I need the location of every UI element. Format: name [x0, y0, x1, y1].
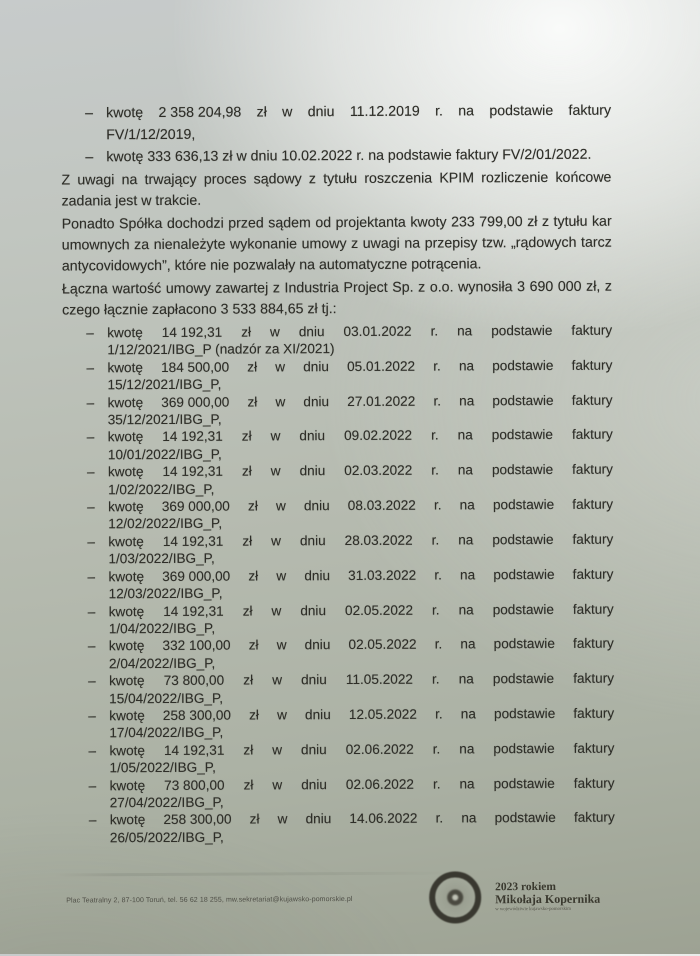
word-na: na	[457, 462, 473, 478]
payment-amount: 73 800,00	[163, 672, 225, 689]
word-r: r.	[430, 323, 439, 339]
word-faktury: faktury	[573, 809, 615, 826]
word-podstawie: podstawie	[492, 601, 554, 617]
invoice-number: 1/02/2022/IBG_P,	[108, 481, 215, 497]
word-faktury: faktury	[572, 461, 613, 478]
word-w: w	[282, 104, 293, 121]
payment-line	[106, 100, 611, 125]
word-faktury: faktury	[572, 635, 614, 652]
invoice-number: 17/04/2022/IBG_P,	[109, 725, 224, 741]
logo-year: 2023 rokiem	[495, 880, 556, 894]
logo-core-icon	[447, 889, 463, 905]
word-na: na	[459, 775, 475, 791]
word-zl: zł	[242, 603, 253, 619]
word-kwote: kwotę	[109, 708, 145, 724]
bullet-dash: –	[87, 499, 95, 515]
payment-amount: 2 358 204,98	[158, 104, 242, 121]
payment-line	[108, 426, 613, 446]
word-zl: zł	[247, 394, 258, 410]
payment-entry	[63, 426, 613, 464]
payment-line	[108, 496, 613, 516]
word-zl: zł	[241, 428, 252, 445]
payment-entry	[62, 356, 612, 394]
word-w: w	[272, 672, 283, 688]
payment-entry	[65, 809, 615, 847]
word-r: r.	[435, 103, 443, 120]
word-zl: zł	[243, 742, 254, 758]
word-kwote: kwotę	[106, 105, 144, 122]
paragraph-court-case: Z uwagi na trwający proces sądowy z tytułu roszczenia KPIM rozliczenie końcowe zadania jest w trakcie.	[61, 169, 612, 210]
word-na: na	[457, 323, 473, 339]
word-faktury: faktury	[572, 496, 614, 512]
word-kwote: kwotę	[107, 359, 143, 376]
bullet-dash: –	[85, 149, 94, 166]
payment-line	[107, 322, 612, 342]
word-na: na	[459, 567, 476, 583]
payment-date: 11.05.2022	[345, 671, 413, 688]
word-kwote: kwotę	[107, 325, 143, 341]
word-podstawie: podstawie	[493, 705, 556, 722]
payment-amount: 14 192,31	[163, 742, 225, 758]
word-zl: zł	[241, 324, 252, 340]
word-podstawie: podstawie	[492, 671, 555, 687]
word-r: r.	[433, 393, 442, 409]
word-r: r.	[433, 358, 441, 374]
word-kwote: kwotę	[108, 638, 145, 654]
payment-date: 12.05.2022	[348, 706, 417, 722]
word-r: r.	[432, 741, 441, 757]
word-kwote: kwotę	[107, 394, 144, 410]
word-faktury: faktury	[573, 705, 615, 721]
copernicus-year-logo	[429, 871, 600, 924]
word-faktury: faktury	[571, 427, 613, 443]
payment-line	[109, 705, 614, 725]
payment-line	[108, 461, 613, 481]
word-r: r.	[434, 636, 443, 652]
payment-amount: 258 300,00	[163, 812, 232, 828]
word-zl: zł	[247, 359, 258, 375]
word-zl: zł	[248, 568, 259, 584]
word-r: r.	[431, 532, 440, 548]
word-w: w	[269, 324, 280, 340]
word-r: r.	[433, 497, 442, 513]
word-dniu: dniu	[303, 393, 330, 409]
payment-line	[108, 391, 613, 411]
payment-date: 31.03.2022	[348, 567, 417, 583]
word-podstawie: podstawie	[489, 102, 554, 120]
payment-line	[108, 565, 613, 585]
payment-entry	[64, 600, 614, 638]
payment-line	[109, 635, 614, 655]
logo-subtitle: w województwie kujawsko-pomorskim	[495, 906, 571, 913]
word-r: r.	[431, 427, 439, 444]
word-dniu: dniu	[307, 104, 335, 121]
bullet-dash: –	[86, 360, 95, 376]
payment-entry	[64, 739, 614, 777]
bullet-dash: –	[86, 394, 95, 411]
bullet-dash: –	[87, 569, 96, 585]
payment-entry	[63, 461, 613, 499]
word-podstawie: podstawie	[492, 531, 554, 548]
word-podstawie: podstawie	[492, 392, 554, 408]
word-na: na	[460, 706, 476, 722]
payment-line	[109, 739, 614, 759]
payment-line	[109, 600, 614, 620]
word-r: r.	[434, 567, 442, 583]
bullet-dash: –	[88, 673, 96, 689]
word-w: w	[275, 498, 286, 514]
word-kwote: kwotę	[109, 812, 146, 828]
word-podstawie: podstawie	[493, 566, 555, 582]
word-podstawie: podstawie	[494, 810, 556, 826]
payment-entry	[63, 391, 613, 429]
payment-entry	[63, 530, 613, 568]
word-faktury: faktury	[572, 531, 614, 547]
word-zl: zł	[256, 104, 267, 121]
word-faktury: faktury	[571, 357, 613, 373]
word-podstawie: podstawie	[491, 322, 553, 339]
invoice-item	[61, 144, 611, 169]
invoice-number: 35/12/2021/IBG_P,	[107, 411, 222, 428]
word-kwote: kwotę	[107, 429, 144, 445]
word-zl: zł	[243, 777, 254, 793]
invoice-number: 26/05/2022/IBG_P,	[109, 829, 224, 846]
word-w: w	[277, 811, 288, 827]
payment-date: 14.06.2022	[349, 811, 418, 827]
word-podstawie: podstawie	[491, 427, 554, 443]
word-kwote: kwotę	[109, 742, 145, 759]
word-zl: zł	[249, 707, 259, 723]
payment-amount: 73 800,00	[164, 777, 225, 793]
word-na: na	[457, 427, 473, 443]
payment-date: 02.05.2022	[344, 602, 414, 618]
bullet-dash: –	[88, 812, 97, 828]
word-podstawie: podstawie	[491, 462, 554, 478]
word-r: r.	[431, 462, 439, 478]
payment-entry	[64, 670, 614, 708]
word-dniu: dniu	[300, 602, 327, 618]
payment-entry	[64, 635, 614, 673]
invoice-number: 15/04/2022/IBG_P,	[109, 690, 224, 706]
payment-list	[62, 322, 615, 847]
payment-line: kwotę 333 636,13 zł w dniu 10.02.2022 r. na podstawie faktury FV/2/01/2022.	[106, 146, 592, 166]
word-dniu: dniu	[299, 463, 326, 479]
word-dniu: dniu	[303, 498, 330, 514]
payment-amount: 369 000,00	[162, 568, 231, 584]
word-dniu: dniu	[299, 533, 326, 549]
word-faktury: faktury	[572, 566, 614, 582]
word-faktury: faktury	[568, 102, 612, 119]
logo-name: Mikołaja Kopernika	[495, 891, 601, 907]
word-w: w	[271, 602, 282, 618]
word-w: w	[277, 707, 287, 723]
word-zl: zł	[247, 498, 258, 514]
invoice-number: 2/04/2022/IBG_P,	[108, 655, 216, 671]
word-faktury: faktury	[571, 322, 613, 338]
bullet-dash: –	[86, 464, 95, 480]
word-w: w	[272, 742, 283, 758]
logo-emblem-icon	[429, 871, 481, 923]
bullet-dash: –	[88, 743, 97, 759]
payment-amount: 258 300,00	[162, 707, 231, 723]
payment-amount: 14 192,31	[162, 533, 224, 549]
word-podstawie: podstawie	[492, 496, 555, 513]
payment-date: 02.05.2022	[348, 636, 417, 653]
word-dniu: dniu	[299, 428, 326, 444]
word-podstawie: podstawie	[493, 740, 555, 757]
payment-date: 09.02.2022	[344, 428, 413, 444]
bullet-dash: –	[86, 325, 94, 341]
invoice-number: FV/1/12/2019,	[106, 126, 196, 144]
word-r: r.	[435, 810, 444, 826]
word-dniu: dniu	[304, 567, 331, 583]
word-podstawie: podstawie	[493, 636, 555, 652]
payment-entry	[62, 322, 612, 360]
word-zl: zł	[249, 811, 260, 827]
word-dniu: dniu	[298, 324, 325, 340]
word-zl: zł	[243, 672, 254, 688]
word-kwote: kwotę	[108, 603, 145, 619]
invoice-item	[61, 100, 611, 147]
word-zl: zł	[241, 463, 252, 479]
word-na: na	[458, 601, 474, 617]
invoice-number: 1/04/2022/IBG_P,	[108, 620, 216, 637]
payment-line	[109, 670, 614, 690]
word-faktury: faktury	[573, 775, 615, 791]
payment-amount: 369 000,00	[161, 498, 230, 515]
word-w: w	[275, 359, 286, 375]
word-faktury: faktury	[573, 740, 615, 756]
invoice-number: 1/03/2022/IBG_P,	[108, 550, 215, 567]
word-w: w	[272, 776, 283, 792]
invoice-number: 10/01/2022/IBG_P,	[107, 446, 222, 463]
word-na: na	[458, 532, 474, 548]
word-na: na	[458, 671, 474, 687]
word-podstawie: podstawie	[493, 775, 555, 791]
payment-entry	[64, 705, 614, 743]
paragraph-penalty-claim: Ponadto Spółka dochodzi przed sądem od projektanta kwoty 233 799,00 zł z tytułu kar umownych za nienależyte wykonanie umowy z uwagi na przepisy tzw. „rądowych tarcz antycovidowych”, które nie pozwalały na automatyczne potrącenia.	[61, 213, 612, 275]
word-faktury: faktury	[573, 670, 615, 686]
word-r: r.	[435, 706, 443, 722]
invoice-number: 1/05/2022/IBG_P,	[109, 759, 216, 776]
word-zl: zł	[248, 637, 259, 653]
payment-date: 08.03.2022	[347, 497, 416, 514]
invoice-list-top	[61, 100, 611, 169]
payment-date: 02.03.2022	[344, 462, 413, 479]
word-na: na	[459, 392, 475, 409]
bullet-dash: –	[88, 777, 97, 793]
word-kwote: kwotę	[109, 673, 145, 689]
word-kwote: kwotę	[108, 499, 144, 515]
word-r: r.	[431, 602, 440, 618]
word-na: na	[458, 103, 475, 120]
word-dniu: dniu	[303, 358, 329, 375]
word-dniu: dniu	[301, 672, 327, 688]
footer-address: Plac Teatralny 2, 87-100 Toruń, tel. 56 62 18 255, mw.sekretariat@kujawsko-pomorskie.pl	[66, 895, 353, 905]
paragraph-contract-total: Łączna wartość umowy zawartej z Industria Project Sp. z o.o. wynosiła 3 690 000 zł, z czego łącznie zapłacono 3 533 884,65 zł tj.:	[61, 278, 613, 319]
payment-entry	[65, 774, 615, 812]
word-na: na	[459, 741, 475, 757]
payment-amount: 184 500,00	[161, 359, 230, 375]
payment-date: 02.06.2022	[345, 776, 414, 792]
bullet-dash: –	[85, 105, 94, 122]
bullet-dash: –	[87, 603, 96, 619]
invoice-number: 1/12/2021/IBG_P (nadzór za XI/2021)	[107, 341, 335, 358]
invoice-number: 12/02/2022/IBG_P,	[108, 516, 223, 532]
payment-line	[107, 356, 612, 376]
payment-date: 02.06.2022	[345, 741, 414, 757]
payment-date: 03.01.2022	[343, 323, 412, 340]
paper-crease	[54, 871, 454, 876]
bullet-dash: –	[88, 708, 96, 724]
word-kwote: kwotę	[109, 777, 146, 793]
word-w: w	[276, 637, 287, 653]
payment-amount: 14 192,31	[161, 324, 223, 340]
word-kwote: kwotę	[107, 464, 144, 480]
payment-entry	[63, 496, 613, 534]
word-dniu: dniu	[300, 741, 327, 758]
payment-date: 11.12.2019	[349, 103, 420, 120]
payment-date: 28.03.2022	[344, 532, 413, 548]
payment-entry	[63, 565, 613, 603]
word-r: r.	[432, 776, 441, 792]
logo-text-block	[495, 881, 600, 914]
payment-line	[110, 774, 615, 794]
payment-date: 05.01.2022	[347, 358, 416, 374]
word-w: w	[275, 393, 286, 410]
invoice-number: 15/12/2021/IBG_P,	[107, 376, 222, 393]
word-dniu: dniu	[301, 776, 327, 792]
payment-amount: 14 192,31	[163, 603, 224, 619]
document-body	[61, 100, 615, 847]
word-kwote: kwotę	[108, 533, 144, 550]
payment-amount: 14 192,31	[162, 463, 223, 480]
payment-line	[108, 530, 613, 550]
word-dniu: dniu	[304, 637, 331, 653]
word-na: na	[460, 636, 476, 652]
word-w: w	[271, 533, 281, 549]
word-dniu: dniu	[305, 811, 332, 827]
word-w: w	[270, 428, 281, 444]
bullet-dash: –	[87, 534, 95, 550]
payment-date: 27.01.2022	[347, 393, 416, 409]
word-faktury: faktury	[572, 601, 614, 617]
word-na: na	[461, 810, 477, 826]
word-na: na	[459, 497, 475, 513]
payment-amount: 369 000,00	[161, 394, 230, 410]
word-r: r.	[431, 671, 440, 687]
bullet-dash: –	[86, 429, 95, 445]
invoice-number: 27/04/2022/IBG_P,	[109, 794, 224, 811]
word-na: na	[458, 358, 475, 374]
word-faktury: faktury	[571, 392, 613, 408]
payment-amount: 332 100,00	[162, 637, 231, 654]
word-w: w	[276, 568, 287, 584]
word-kwote: kwotę	[108, 568, 145, 584]
word-podstawie: podstawie	[492, 357, 554, 374]
word-w: w	[270, 463, 281, 479]
word-zl: zł	[242, 533, 253, 549]
invoice-number: 12/03/2022/IBG_P,	[108, 585, 223, 602]
word-dniu: dniu	[304, 707, 331, 723]
bullet-dash: –	[87, 638, 96, 654]
payment-amount: 14 192,31	[162, 429, 223, 445]
payment-line	[110, 809, 615, 829]
